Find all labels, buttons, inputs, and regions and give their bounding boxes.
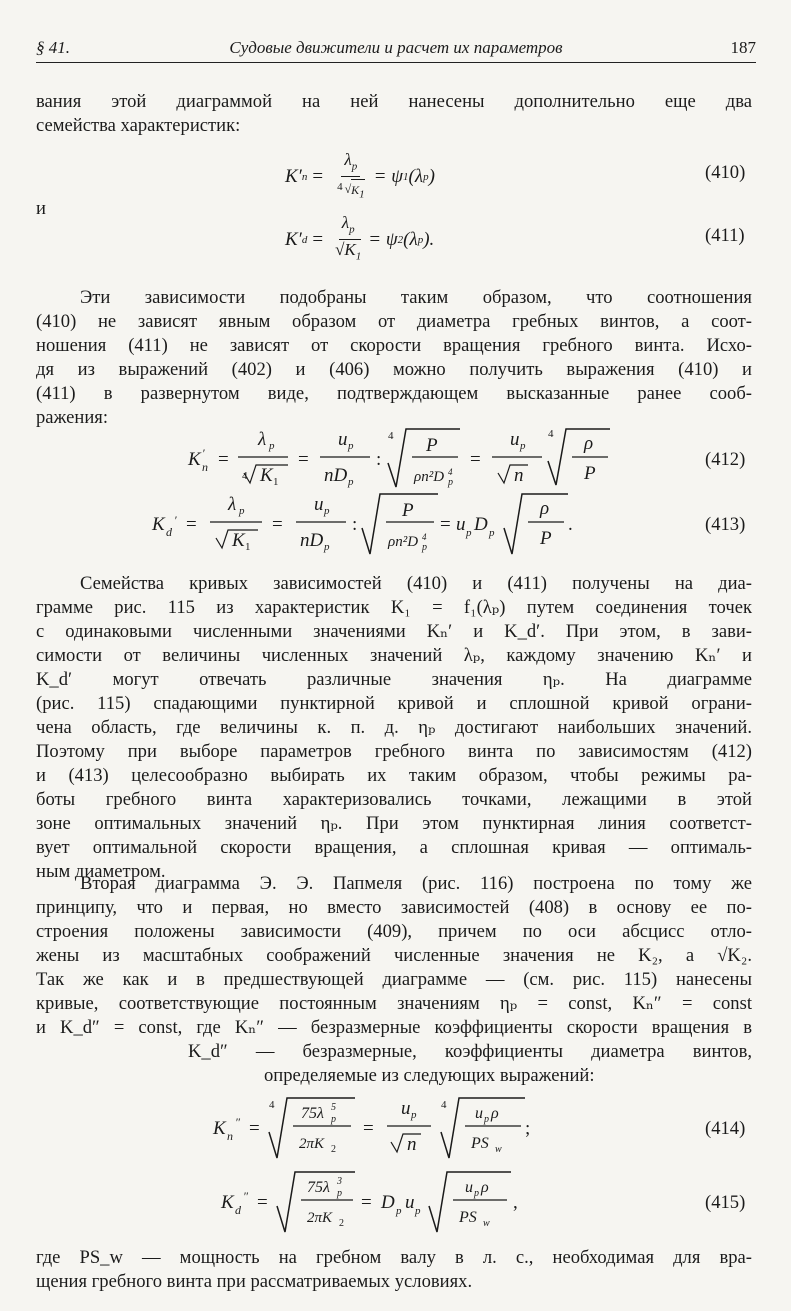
equation-number: (410)	[705, 162, 746, 183]
svg-text:PS: PS	[459, 1209, 477, 1226]
svg-text:n: n	[202, 460, 208, 474]
svg-text:P: P	[584, 463, 596, 484]
svg-text:=: =	[249, 1118, 260, 1139]
svg-text:p: p	[474, 1188, 479, 1199]
svg-text:″: ″	[243, 1189, 248, 1203]
svg-text:p: p	[239, 505, 245, 517]
equation-number: (415)	[705, 1192, 746, 1213]
svg-text:n: n	[227, 1129, 233, 1143]
svg-text:p: p	[324, 505, 330, 517]
svg-text:u: u	[475, 1105, 483, 1122]
svg-text:=: =	[363, 1118, 374, 1139]
svg-text:p: p	[331, 1114, 336, 1125]
svg-text:4: 4	[388, 430, 394, 442]
svg-text::: :	[352, 514, 358, 535]
section-number: § 41.	[36, 38, 70, 57]
svg-text:2: 2	[331, 1144, 336, 1155]
svg-text:=: =	[470, 449, 481, 470]
svg-text:75λ: 75λ	[301, 1105, 324, 1122]
running-title: Судовые движители и расчет их параметров	[229, 38, 563, 57]
svg-text:4: 4	[269, 1099, 275, 1111]
page-number: 187	[730, 38, 756, 57]
svg-text::: :	[376, 449, 382, 470]
svg-text:K: K	[213, 1118, 226, 1139]
svg-text:,: ,	[513, 1192, 518, 1213]
svg-text:4: 4	[422, 532, 427, 542]
svg-text:=: =	[272, 514, 283, 535]
svg-text:ρ: ρ	[481, 1179, 489, 1196]
svg-text:4: 4	[548, 428, 554, 440]
equation-414	[205, 1094, 605, 1164]
paragraph-1: Эти зависимости подобраны таким образом, что соотношения (410) не зависят явным образом от диаметра гребных винтов, а соот- ношения (411) не зависят от скорости вращения гребного винта. Исхо- дя из выражений (402) и (406) можно получить выражения (410) и (411) в развернутом виде, подтверждающем высказанные ранее сооб- ражения:	[36, 287, 752, 428]
equation-number: (411)	[705, 225, 745, 246]
svg-text:2πK: 2πK	[299, 1136, 325, 1152]
svg-text:=: =	[257, 1192, 268, 1213]
svg-text:ρ: ρ	[584, 433, 594, 454]
svg-text:p: p	[466, 527, 472, 539]
svg-text:=: =	[440, 514, 451, 535]
intro-paragraph	[36, 90, 752, 138]
svg-text:u: u	[314, 494, 324, 515]
svg-text:1: 1	[273, 476, 279, 488]
svg-text:4: 4	[441, 1099, 447, 1111]
svg-text:d: d	[166, 525, 172, 539]
svg-text:2: 2	[339, 1218, 344, 1229]
paragraph-3: Вторая диаграмма Э. Э. Папмеля (рис. 116) построена по тому же принципу, что и первая, но вместо зависимостей (408) в основу ее по- строения положены зависимости (409), причем по оси абсцисс отло- жены из масштабных соображений численные значения не K₂, а √K₂. Так же как и в предшествующей диаграмме — (см. рис. 115) нанесены кривые, соответствующие постоянным значениям ηₚ = const, Kₙ″ = const и K_d″ = const, где Kₙ″ — безразмерные коэффициенты скорости вращения в	[36, 873, 752, 1038]
svg-text:′: ′	[202, 446, 205, 460]
svg-text:w: w	[495, 1144, 502, 1155]
svg-text:n: n	[407, 1134, 417, 1155]
equation-number: (413)	[705, 514, 746, 535]
svg-text:;: ;	[525, 1118, 531, 1139]
equation-410: K′ n = $\lambda_p$ 4 √ $K_1$ = ψ 1 (λ p )	[285, 150, 435, 205]
svg-text:nD: nD	[324, 465, 348, 486]
svg-text:4: 4	[242, 470, 248, 482]
running-header	[36, 36, 756, 63]
svg-text:p: p	[396, 1205, 402, 1217]
svg-text:5: 5	[331, 1102, 336, 1113]
svg-text:ρn²D: ρn²D	[414, 469, 445, 485]
equation-411: K′ d = $\frac{\lambda_p}{√K_1}$ = ψ 2 (λ p ).	[285, 213, 435, 263]
svg-text:D: D	[381, 1192, 395, 1213]
svg-text:p: p	[520, 440, 526, 452]
svg-text:p: p	[415, 1205, 421, 1217]
svg-text:K: K	[232, 530, 245, 551]
svg-text:=: =	[298, 449, 309, 470]
equation-415	[215, 1168, 615, 1238]
svg-text:u: u	[338, 429, 348, 450]
equation-412	[180, 425, 660, 495]
svg-text:p: p	[411, 1109, 417, 1121]
svg-text:K: K	[260, 465, 273, 486]
svg-text:.: .	[568, 514, 573, 535]
svg-text:P: P	[426, 435, 438, 456]
svg-text:u: u	[401, 1098, 411, 1119]
definition-paragraph: где PS_w — мощность на гребном валу в л. с., необходимая для вра- щения гребного винта при рассматриваемых условиях.	[36, 1247, 752, 1292]
svg-text:p: p	[489, 527, 495, 539]
svg-text:p: p	[448, 477, 453, 488]
equation-number: (412)	[705, 449, 746, 470]
conjunction: и	[36, 198, 46, 219]
svg-text:λ: λ	[228, 494, 237, 515]
svg-text:ρn²D: ρn²D	[388, 534, 419, 550]
svg-text:=: =	[186, 514, 197, 535]
svg-text:K: K	[221, 1192, 234, 1213]
svg-text:p: p	[348, 440, 354, 452]
svg-text:u: u	[465, 1179, 473, 1196]
svg-text:75λ: 75λ	[307, 1179, 330, 1196]
svg-text:4: 4	[448, 467, 453, 477]
svg-text:λ: λ	[258, 429, 267, 450]
svg-text:=: =	[361, 1192, 372, 1213]
svg-text:D: D	[474, 514, 488, 535]
svg-text:p: p	[348, 476, 354, 488]
svg-text:1: 1	[245, 541, 251, 553]
svg-text:nD: nD	[300, 530, 324, 551]
svg-text:K: K	[152, 514, 165, 535]
svg-text:2πK: 2πK	[307, 1210, 333, 1226]
text-line: семейства характеристик:	[36, 115, 241, 136]
svg-text:=: =	[218, 449, 229, 470]
paragraph-3-tail: K_d″ — безразмерные, коэффициенты диаметра винтов, определяемые из следующих выражений:	[188, 1041, 752, 1086]
svg-text:PS: PS	[471, 1135, 489, 1152]
svg-text:3: 3	[337, 1176, 342, 1187]
svg-text:p: p	[324, 541, 330, 553]
equation-number: (414)	[705, 1118, 746, 1139]
svg-text:d: d	[235, 1203, 241, 1217]
equation-413	[148, 490, 668, 560]
svg-text:P: P	[540, 528, 552, 549]
svg-text:ρ: ρ	[491, 1105, 499, 1122]
svg-text:″: ″	[235, 1115, 240, 1129]
svg-text:n: n	[514, 465, 524, 486]
svg-text:p: p	[422, 542, 427, 553]
svg-text:K: K	[188, 449, 201, 470]
svg-text:ρ: ρ	[540, 498, 550, 519]
svg-text:p: p	[337, 1188, 342, 1199]
svg-text:p: p	[269, 440, 275, 452]
svg-text:w: w	[483, 1218, 490, 1229]
svg-text:′: ′	[174, 513, 177, 527]
svg-text:u: u	[510, 429, 520, 450]
svg-text:p: p	[484, 1114, 489, 1125]
paragraph-2: Семейства кривых зависимостей (410) и (411) получены на диа- грамме рис. 115 из характеристик K₁ = f₁(λₚ) путем соединения точек с одинаковыми численными значениями Kₙ′ и K_d′. При этом, в зави- симости от величины численных значений λₚ, каждому значению Kₙ′ и K_d′ могут отвечать различные значения ηₚ. На диаграмме (рис. 115) спадающими пунктирной кривой и сплошной кривой ограни- чена область, где величины к. п. д. ηₚ достигают наибольших значений. Поэтому при выборе параметров гребного винта по зависимостям (412) и (413) целесообразно выбирать их таким образом, чтобы режимы ра- боты гребного винта характеризовались точками, лежащими в этой зоне оптимальных значений ηₚ. При этом пунктирная линия соответст- вует оптимальной скорости вращения, а сплошная кривая — оптималь- ным диаметром.	[36, 573, 752, 882]
svg-text:u: u	[456, 514, 466, 535]
svg-text:P: P	[402, 500, 414, 521]
svg-text:u: u	[405, 1192, 415, 1213]
text-line: вания этой диаграммой на ней нанесены дополнительно еще два	[36, 91, 752, 112]
